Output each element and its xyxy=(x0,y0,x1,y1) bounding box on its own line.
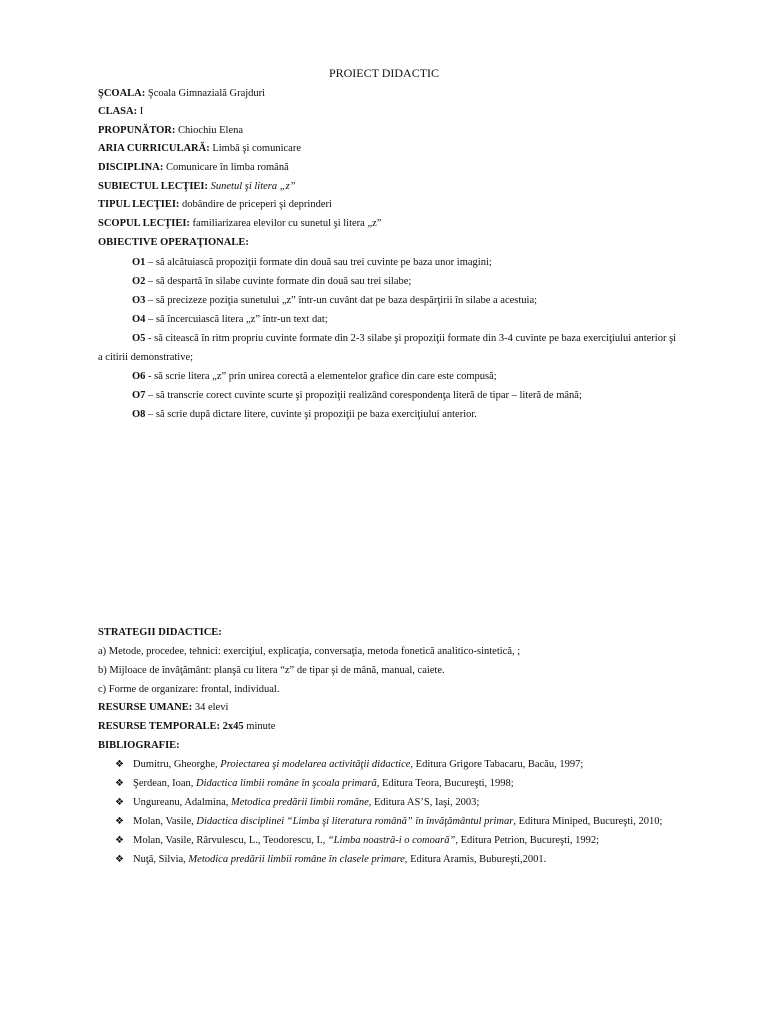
strategies-organization: c) Forme de organizare: frontal, individual. xyxy=(98,684,280,695)
objective-code: O6 xyxy=(132,371,146,382)
bibliography-item xyxy=(115,778,514,791)
diamond-bullet-icon: ❖ xyxy=(115,816,124,827)
teacher-value: Chiochiu Elena xyxy=(178,125,244,136)
objective-item xyxy=(132,276,411,289)
objective-text: – să scrie după dictare litere, cuvinte şi propoziţii pe baza exerciţiului anterior. xyxy=(145,409,477,420)
strategies-methods: a) Metode, procedee, tehnici: exerciţiul, explicaţia, conversaţia, metoda fonetică analitico-sintetică, ; xyxy=(98,646,521,657)
diamond-bullet-icon: ❖ xyxy=(115,778,124,789)
objective-code: O8 xyxy=(132,409,146,420)
objective-text: - să citească în ritm propriu cuvinte formate din 2-3 silabe şi propoziţii formate din 3-4 cuvinte pe baza exerciţiului anterior şi xyxy=(145,333,677,344)
lesson-goal-value: familiarizarea elevilor cu sunetul şi litera „z” xyxy=(192,218,382,229)
diamond-bullet-icon: ❖ xyxy=(115,759,124,770)
curricular-area-value: Limbă şi comunicare xyxy=(212,143,301,154)
objective-text: – să precizeze poziţia sunetului „z” într-un cuvânt dat pe baza despărţirii în silabe a acestuia; xyxy=(145,295,538,306)
discipline-label: DISCIPLINA: xyxy=(98,162,164,173)
objective-text: - să scrie litera „z” prin unirea corectă a elementelor grafice din care este compusă; xyxy=(145,371,497,382)
objective-item xyxy=(132,390,582,403)
lesson-type-line xyxy=(98,199,332,212)
human-resources-line xyxy=(98,702,228,715)
school-line xyxy=(98,88,265,101)
objective-code: O3 xyxy=(132,295,146,306)
bib-publisher: , Editura Teora, Bucureşti, 1998; xyxy=(376,778,514,789)
diamond-bullet-icon: ❖ xyxy=(115,835,124,846)
subject-line xyxy=(98,181,296,194)
objective-item xyxy=(132,333,676,346)
objective-continuation: a citirii demonstrative; xyxy=(98,352,194,363)
class-label: CLASA: xyxy=(98,106,138,117)
time-resources-label: RESURSE TEMPORALE: xyxy=(98,721,221,732)
bib-author: Dumitru, Gheorghe, xyxy=(133,759,221,770)
bib-publisher: , Editura AS’S, Iaşi, 2003; xyxy=(368,797,480,808)
bib-author: Ungureanu, Adalmina, xyxy=(133,797,231,808)
objective-text: – să despartă în silabe cuvinte formate din două sau trei silabe; xyxy=(145,276,412,287)
objective-text: – să transcrie corect cuvinte scurte şi propoziţii realizând corespondenţa literă de tipar – literă de mână; xyxy=(145,390,582,401)
bib-publisher: , Editura Miniped, Bucureşti, 2010; xyxy=(513,816,663,827)
bibliography-item xyxy=(115,797,479,810)
strategies-materials: b) Mijloace de învăţământ: planşă cu litera “z” de tipar şi de mână, manual, caiete. xyxy=(98,665,445,676)
bibliography-item xyxy=(115,759,583,772)
objective-code: O1 xyxy=(132,257,146,268)
diamond-bullet-icon: ❖ xyxy=(115,797,124,808)
discipline-line xyxy=(98,162,289,175)
objective-item xyxy=(132,371,497,384)
diamond-bullet-icon: ❖ xyxy=(115,854,124,865)
bib-publisher: Editura Petrion, Bucureşti, 1992; xyxy=(457,835,600,846)
school-value: Şcoala Gimnazială Grajduri xyxy=(147,88,266,99)
bib-publisher: , Editura Grigore Tabacaru, Bacău, 1997; xyxy=(410,759,584,770)
bib-author: Şerdean, Ioan, xyxy=(133,778,196,789)
objective-item xyxy=(132,295,537,308)
objective-item xyxy=(132,257,492,270)
human-resources-value: 34 elevi xyxy=(194,702,229,713)
curricular-area-label: ARIA CURRICULARĂ: xyxy=(98,143,210,154)
lesson-type-value: dobândire de priceperi şi deprinderi xyxy=(182,199,332,210)
time-resources-value: 2x45 xyxy=(222,721,244,732)
document-title: PROIECT DIDACTIC xyxy=(328,66,440,80)
bib-author: Molan, Vasile, xyxy=(133,816,197,827)
bib-work: Didactica disciplinei “Limba şi literatura română” în învăţământul primar xyxy=(196,816,514,827)
school-label: ŞCOALA: xyxy=(98,88,146,99)
bib-author: Nuţă, Silvia, xyxy=(133,854,189,865)
class-line xyxy=(98,106,143,119)
class-value: I xyxy=(139,106,144,117)
subject-label: SUBIECTUL LECŢIEI: xyxy=(98,181,208,192)
human-resources-label: RESURSE UMANE: xyxy=(98,702,193,713)
time-resources-unit: minute xyxy=(246,721,276,732)
bib-work: Metodica predării limbii române xyxy=(230,797,369,808)
subject-value: Sunetul şi litera „z” xyxy=(210,181,296,192)
bibliography-heading: BIBLIOGRAFIE: xyxy=(98,740,180,751)
objective-code: O5 xyxy=(132,333,146,344)
time-resources-line xyxy=(98,721,275,734)
bib-work: Metodica predării limbii române în clasele primare, xyxy=(188,854,408,865)
bibliography-item xyxy=(115,835,599,848)
curricular-area-line xyxy=(98,143,301,156)
objectives-heading: OBIECTIVE OPERAŢIONALE: xyxy=(98,237,249,248)
teacher-label: PROPUNĂTOR: xyxy=(98,125,176,136)
objective-item xyxy=(132,314,328,327)
bib-author: Molan, Vasile, Rârvulescu, L., Teodorescu, I., xyxy=(133,835,328,846)
bib-work: Didactica limbii române în şcoala primară xyxy=(195,778,377,789)
objective-code: O2 xyxy=(132,276,146,287)
objective-item xyxy=(132,409,477,422)
lesson-type-label: TIPUL LECŢIEI: xyxy=(98,199,180,210)
bib-work: Proiectarea şi modelarea activităţii didactice xyxy=(220,759,411,770)
lesson-goal-label: SCOPUL LECŢIEI: xyxy=(98,218,190,229)
objective-text: – să încercuiască litera „z” într-un text dat; xyxy=(145,314,328,325)
lesson-goal-line xyxy=(98,218,381,231)
discipline-value: Comunicare în limba română xyxy=(165,162,289,173)
bibliography-item xyxy=(115,816,662,829)
bib-publisher: Editura Aramis, Bubureşti,2001. xyxy=(407,854,547,865)
teacher-line xyxy=(98,125,243,138)
bib-work: “Limba noastră-i o comoară”, xyxy=(327,835,458,846)
objective-text: – să alcătuiască propoziţii formate din două sau trei cuvinte pe baza unor imagini; xyxy=(145,257,492,268)
objective-code: O7 xyxy=(132,390,146,401)
bibliography-item xyxy=(115,854,546,867)
strategies-heading: STRATEGII DIDACTICE: xyxy=(98,627,222,638)
objective-code: O4 xyxy=(132,314,146,325)
